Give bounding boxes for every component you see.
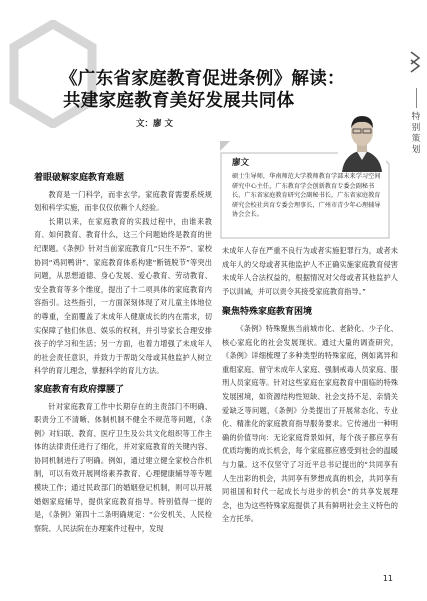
section-heading-1: 着眼破解家庭教育难题	[34, 173, 125, 183]
chevron-tab-icon	[405, 48, 427, 78]
paragraph: 针对家庭教育工作中长期存在的主责部门不明确、职责分工不清晰、体制机制不健全不规范等问题，《条例》对妇联、教育、医疗卫生及公共文化组织等工作主体的法律责任进行了细化，并对家庭教育的关键内容、协同机制进行了明确。例如，通过建立健全家校合作机制，可以有效开展网络素养教育、心理健康辅导等专题模块工作；通过民政部门的婚姻登记机制，则可以开展婚姻家庭辅导，提供家庭教育指导。特别值得一提的是，《条例》第四十二条明确规定：“公安机关、人民检察院、人民法院在办理案件过程中，发现	[34, 401, 212, 533]
section-heading-2: 家庭教育有政府撑腰了	[34, 384, 125, 395]
section-heading-3: 聚焦特殊家庭教育困境	[222, 307, 313, 318]
paragraph: 未成年人存在严重不良行为或者实施犯罪行为，或者未成年人的父母或者其他监护人不正确实施家庭教育侵害未成年人合法权益的，根据情况对父母或者其他监护人予以训诫，并可以责令其接受家庭教育指导。”	[222, 246, 398, 296]
bio-text: 硕士生导师，华南师范大学教师教育学部未来学习空间研究中心主任，广东教育学会创新教育专委会副秘书长，广东省家庭教育研究会副秘书长，广东省家庭教育研究会校社共育专委会理事长，广州市青少年心理辅导协会会长。	[232, 173, 381, 218]
section-tab-label: 特别策划	[411, 112, 421, 155]
author-portrait	[338, 110, 386, 172]
right-column	[222, 244, 398, 526]
title-line-2: 共建家庭教育美好发展共同体	[63, 91, 295, 111]
page-number: 11	[382, 574, 393, 583]
paragraph: 教育是一门科学，而非玄学。家庭教育需要系统规划和科学实施，而非仅仅依赖个人经验。	[34, 189, 212, 213]
title-line-1: 《广东省家庭教育促进条例》解读：	[60, 69, 345, 89]
left-column	[34, 172, 212, 535]
side-divider	[416, 88, 417, 108]
bio-name: 廖文	[232, 158, 250, 168]
paragraph: 《条例》特殊聚焦当前城市化、老龄化、少子化、核心家庭化的社会发展现状。通过大量的调查研究，《条例》详细梳理了多种类型的特殊家庭，例如离异和重组家庭、留守未成年人家庭、强制戒毒人员家庭、服刑人员家庭等。针对这些家庭在家庭教育中面临的特殊发展困境，如资源结构性短缺、社会支持不足、亲情关爱缺乏等问题，《条例》分类提出了开展常态化、专业化、精准化的家庭教育指导服务要求。它传递出一种明确的价值导向：无论家庭背景如何，每个孩子都应享有优质均衡的成长机会，每个家庭都应感受到社会的温暖与力量。这不仅坚守了习近平总书记提出的“共同享有人生出彩的机会，共同享有梦想成真的机会，共同享有同祖国和时代一起成长与进步的机会”的共享发展理念，也为这些特殊家庭提供了具有鲜明社会主义特色的全方托举。	[222, 323, 398, 524]
author-byline: 文：廖 文	[136, 119, 173, 129]
article-title	[60, 68, 380, 112]
paragraph: 长期以来，在家庭教育的实践过程中，由谁来教育、如何教育、教育什么，这三个问题始终是教育的世纪课题。《条例》针对当前家庭教育几“只生不养”、家校协同“鸡同鸭讲”、家庭教育体系构建“断链脱节”等突出问题，从思想道德、身心发展、爱心教育、劳动教育、安全教育等多个维度，提出了十二项具体的家庭教育内容指引。这些指引，一方面深刻体现了对儿童主体地位的尊重，全面覆盖了未成年人健康成长的内在需求，切实保障了他们休息、娱乐的权利，并引导家长合理安排孩子的学习和生活；另一方面，也着力增强了未成年人的社会责任意识，并致力于帮助父母或其他监护人树立科学的育儿理念，掌握科学的育儿方法。	[34, 216, 212, 376]
